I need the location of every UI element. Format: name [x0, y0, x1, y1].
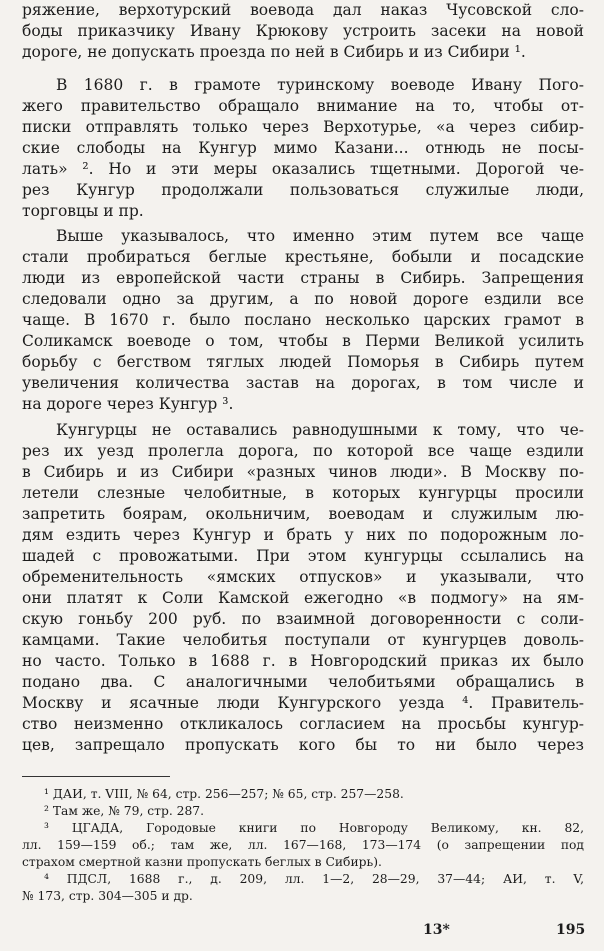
body-line: рез Кунгур продолжали пользоваться служилые люди,: [22, 181, 584, 199]
body-line: ство неизменно откликалось согласием на просьбы кунгур-: [22, 715, 584, 733]
body-line: увеличения количества застав на дорогах, в том числе и: [22, 374, 584, 392]
body-line: камцами. Такие челобитья поступали от кунгурцев доволь-: [22, 631, 584, 649]
body-line: шадей с провожатыми. При этом кунгурцы ссылались на: [22, 547, 584, 565]
footnote-line: ² Там же, № 79, стр. 287.: [44, 804, 205, 818]
body-line: цев, запрещало пропускать кого бы то ни было через: [22, 736, 584, 754]
body-line: рез их уезд пролегла дорога, по которой все чаще ездили: [22, 442, 584, 460]
body-line: дороге, не допускать проезда по ней в Сибирь и из Сибири ¹.: [22, 43, 526, 61]
body-line: в Сибирь и из Сибири «разных чинов люди». В Москву по-: [22, 463, 584, 481]
body-line: жего правительство обращало внимание на то, чтобы от-: [22, 97, 584, 115]
body-line: лать» ². Но и эти меры оказались тщетными. Дорогой че-: [22, 160, 584, 178]
footnote-line: лл. 159—159 об.; там же, лл. 167—168, 173—174 (о запрещении под: [22, 838, 584, 852]
body-line: они платят к Соли Камской ежегодно «в подмогу» на ям-: [22, 589, 584, 607]
footnote-line: ⁴ ПДСЛ, 1688 г., д. 209, лл. 1—2, 28—29, 37—44; АИ, т. V,: [44, 872, 584, 886]
page-number: 195: [556, 922, 586, 938]
body-line: обременительность «ямских отпусков» и указывали, что: [22, 568, 584, 586]
body-line: Москву и ясачные люди Кунгурского уезда ⁴. Правитель-: [22, 694, 584, 712]
body-line: на дороге через Кунгур ³.: [22, 395, 234, 413]
body-line: Соликамск воеводе о том, чтобы в Перми Великой усилить: [22, 332, 584, 350]
footnote-line: № 173, стр. 304—305 и др.: [22, 889, 193, 903]
body-line: ские слободы на Кунгур мимо Казани... отнюдь не посы-: [22, 139, 584, 157]
body-line: подано два. С аналогичными челобитьями обращались в: [22, 673, 584, 691]
footnote-line: страхом смертной казни пропускать беглых в Сибирь).: [22, 855, 382, 869]
body-line: скую гоньбу 200 руб. по взаимной договоренности с соли-: [22, 610, 584, 628]
body-line: стали пробираться беглые крестьяне, бобыли и посадские: [22, 248, 584, 266]
signature-mark: 13*: [423, 922, 450, 938]
body-line: В 1680 г. в грамоте туринскому воеводе Ивану Пого-: [56, 76, 584, 94]
body-line: Выше указывалось, что именно этим путем все чаще: [56, 227, 584, 245]
body-line: борьбу с бегством тяглых людей Поморья в Сибирь путем: [22, 353, 584, 371]
body-line: боды приказчику Ивану Крюкову устроить засеки на новой: [22, 22, 584, 40]
body-line: дям ездить через Кунгур и брать у них по подорожным ло-: [22, 526, 584, 544]
body-line: люди из европейской части страны в Сибирь. Запрещения: [22, 269, 584, 287]
body-line: летели слезные челобитные, в которых кунгурцы просили: [22, 484, 584, 502]
body-line: торговцы и пр.: [22, 202, 144, 220]
body-line: но часто. Только в 1688 г. в Новгородский приказ их было: [22, 652, 584, 670]
body-line: писки отправлять только через Верхотурье, «а через сибир-: [22, 118, 584, 136]
body-line: ряжение, верхотурский воевода дал наказ Чусовской сло-: [22, 1, 584, 19]
body-line: Кунгурцы не оставались равнодушными к тому, что че-: [56, 421, 584, 439]
footnote-line: ¹ ДАИ, т. VIII, № 64, стр. 256—257; № 65, стр. 257—258.: [44, 787, 404, 801]
footnote-line: ³ ЦГАДА, Городовые книги по Новгороду Великому, кн. 82,: [44, 821, 584, 835]
footnote-separator: [22, 776, 170, 777]
body-line: следовали одно за другим, а по новой дороге ездили все: [22, 290, 584, 308]
body-line: чаще. В 1670 г. было послано несколько царских грамот в: [22, 311, 584, 329]
body-line: запретить боярам, окольничим, воеводам и служилым лю-: [22, 505, 584, 523]
